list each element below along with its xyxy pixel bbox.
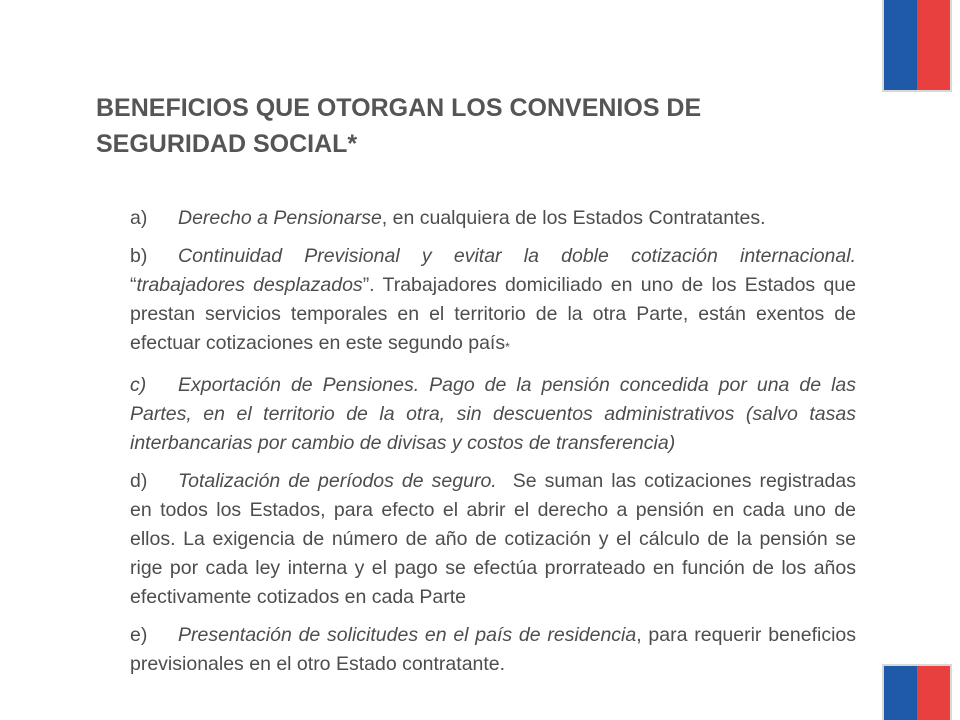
item-heading: Exportación de Pensiones. Pago de la pensión concedida por una de las Partes, en el territorio de la otra, sin descuentos administrativos (salvo tasas interbancarias por cambio de divisas y costos de transferencia) [130,374,856,454]
benefit-item-c [130,371,856,458]
item-text: , en cualquiera de los Estados Contratantes. [381,207,766,229]
item-text: ”. Trabajadores domiciliado en uno de los Estados que prestan servicios temporales en el territorio de la otra Parte, están exentos de efectuar cotizaciones en este segundo país [130,274,856,354]
item-text: Se suman las cotizaciones registradas en todos los Estados, para efecto el abrir el derecho a pensión en cada uno de ellos. La exigencia de número de año de cotización y el cálculo de la pensión se rige por cada ley interna y el pago se efectúa prorrateado en función de los años efectivamente cotizados en cada Parte [130,470,862,608]
item-heading: Continuidad Previsional y evitar la doble cotización internacional. [178,245,856,267]
slide-title-line-2: SEGURIDAD SOCIAL* [96,130,358,158]
slide-title [96,90,796,162]
slide-title-line-1: BENEFICIOS QUE OTORGAN LOS CONVENIOS DE [96,94,702,122]
benefit-item-e [130,621,856,679]
benefits-list [130,204,862,688]
item-text: , para requerir beneficios previsionales en el otro Estado contratante. [130,624,857,675]
item-letter: a) [130,207,148,229]
item-heading: Derecho a Pensionarse [178,207,382,229]
item-heading: Presentación de solicitudes en el país de residencia [178,624,637,646]
benefit-item-b [130,242,856,362]
item-quote-open: “ [130,274,137,296]
benefit-item-a [130,204,856,233]
chile-flag-stripe-top [884,0,950,90]
item-letter: b) [130,245,148,267]
item-heading: Totalización de períodos de seguro. [178,470,497,492]
chile-flag-stripe-bottom [884,666,950,720]
item-letter: d) [130,470,148,492]
flag-blue-band [884,0,917,90]
item-letter: c) [130,374,147,396]
item-quote: trabajadores desplazados [136,274,363,296]
flag-red-band [917,666,950,720]
item-letter: e) [130,624,148,646]
flag-red-band [917,0,950,90]
flag-blue-band [884,666,917,720]
footnote-mark: * [505,340,510,354]
benefit-item-d [130,467,862,612]
